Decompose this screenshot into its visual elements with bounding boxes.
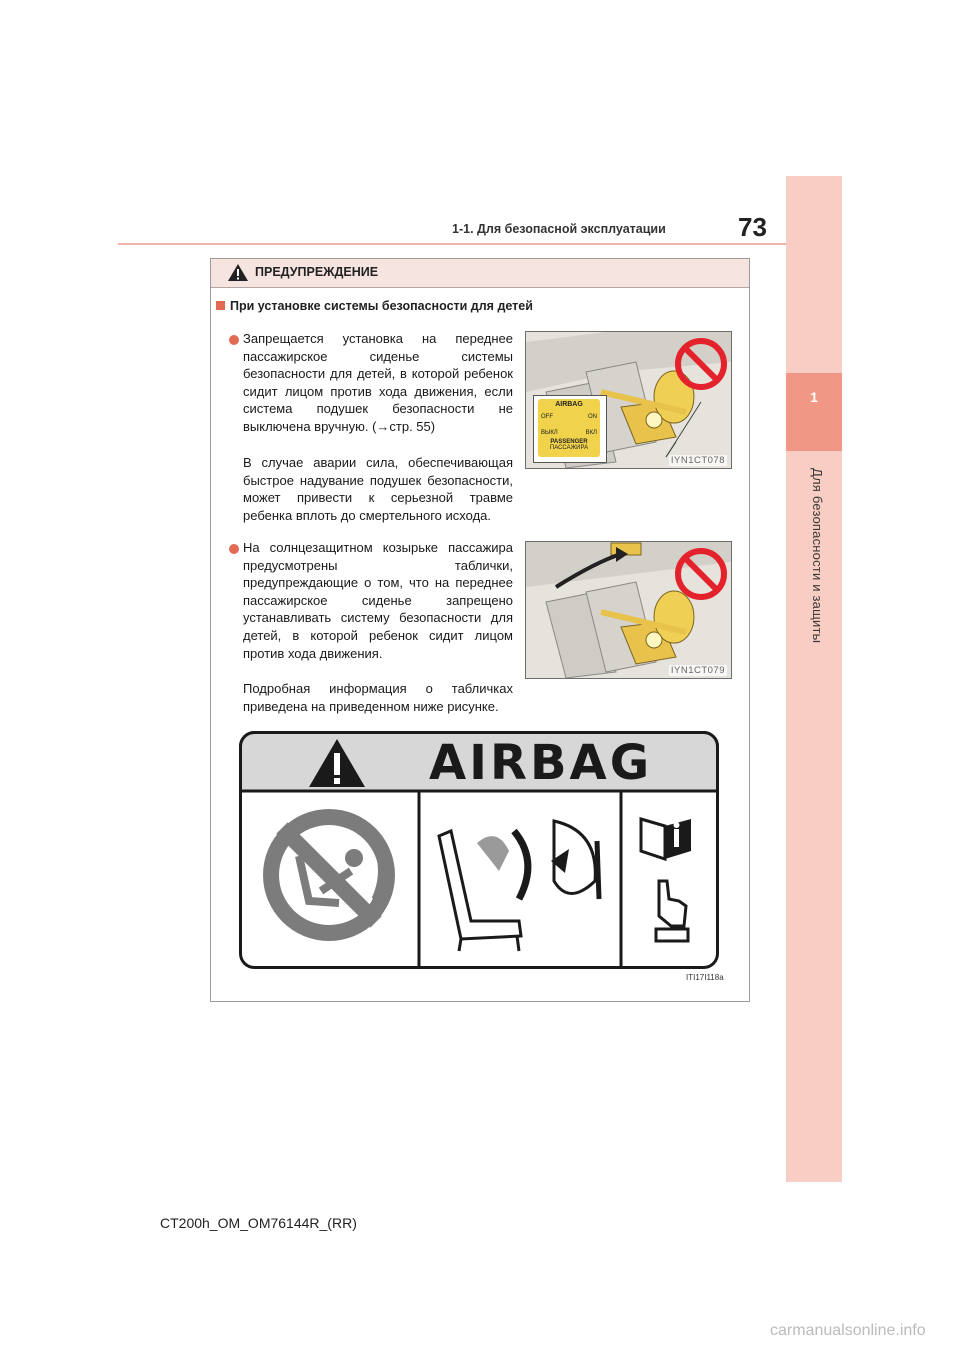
warning-title: ПРЕДУПРЕЖДЕНИЕ [255,265,379,279]
inset-vykl-text: ВЫКЛ [541,430,558,436]
square-bullet-icon [216,301,225,310]
header-divider [118,243,786,245]
inset-airbag-text: AIRBAG [555,401,583,408]
inset-on-text: ON [588,414,597,420]
subheading-text: При установке системы безопасности для детей [230,299,533,313]
item1-paragraph-2: В случае аварии сила, обеспечивающая быстрое надувание подушек безопасности, может привести к серьезной травме ребенка вплоть до смертельного исхода. [243,455,513,523]
item2-paragraph-2: Подробная информация о табличках приведена на приведенном ниже рисунке. [243,681,513,714]
inset-off-text: OFF [541,414,553,420]
section-title: 1-1. Для безопасной эксплуатации [452,222,666,236]
item2-paragraph: На солнцезащитном козырьке пассажира предусмотрены таблички, предупреждающие о том, что на переднее пассажирское сиденье запрещено устанавливать систему безопасности для детей, в которой ребенок сидит лицом против хода движения. [243,540,513,661]
figure-rear-facing-seat-airbag [525,331,732,469]
inset-vkl-text: ВКЛ [585,430,597,436]
figure-code: IYN1CT078 [670,455,725,466]
item1-paragraph: Запрещается установка на переднее пассажирское сиденье системы безопасности для детей, в которой ребенок сидит лицом против хода движения, если система подушек безопасности не выключена вручную. (→стр. 55) [243,331,513,434]
warning-triangle-icon [227,263,249,282]
inset-passenger-text: PASSENGER [550,439,588,445]
prohibited-icon [674,337,728,391]
chapter-title: Для безопасности и защиты [810,468,825,644]
airbag-warning-label [239,731,719,969]
bullet-icon [229,335,239,345]
chapter-number: 1 [786,373,842,451]
passenger-airbag-indicator [538,399,600,457]
document-code: CT200h_OM_OM76144R_(RR) [160,1215,357,1231]
airbag-label-text: AIRBAG [429,735,653,791]
bullet-icon [229,544,239,554]
inset-passazhira-text: ПАССАЖИРА [549,445,589,451]
label-figure-code: ITI17I118a [686,973,724,982]
figure-code: IYN1CT079 [670,665,725,676]
watermark: carmanualsonline.info [770,1322,926,1339]
prohibited-icon [674,547,728,601]
warning-subheading [216,299,533,313]
airbag-inset [533,395,607,463]
page-number: 73 [738,212,767,242]
figure-sun-visor-label [525,541,732,679]
warning-header [211,259,749,288]
